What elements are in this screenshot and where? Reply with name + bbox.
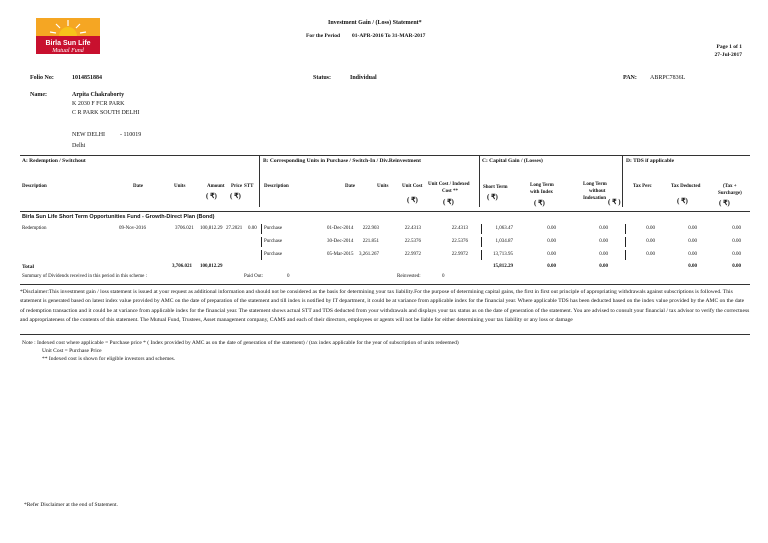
col-lt-index-unit: ( ₹) [534, 199, 545, 207]
row-lt-noindex: 0.00 [599, 239, 608, 244]
row-marker-c [481, 250, 482, 260]
status-value: Individual [350, 75, 377, 81]
col-amount-unit: ( ₹) [206, 192, 217, 200]
status-label: Status: [313, 75, 332, 81]
row-tax-deducted: 0.00 [688, 252, 697, 257]
redemption-date: 09-Nov-2016 [119, 226, 146, 231]
row-tax-deducted: 0.00 [688, 226, 697, 231]
redemption-price: 27.2021 [226, 226, 243, 231]
pan-value: ABRPC7836L [650, 75, 686, 81]
dividend-reinvested-value: 0 [442, 274, 445, 279]
section-d-heading: D: TDS if applicable [626, 158, 675, 164]
folio-value: 1014851884 [72, 75, 102, 81]
total-label: Total [22, 264, 35, 270]
row-lt-noindex: 0.00 [599, 252, 608, 257]
col-indexed-cost-unit: ( ₹) [443, 198, 454, 206]
col-price-unit: ( ₹) [230, 192, 241, 200]
col-short-term: Short Term [483, 185, 508, 190]
row-unit-cost: 22.5376 [404, 239, 421, 244]
col-indexed-cost-1: Unit Cost / Indexed [428, 182, 470, 187]
period-value: 01-APR-2016 To 31-MAR-2017 [352, 33, 426, 39]
row-surcharge: 0.00 [732, 252, 741, 257]
row-description: Purchase [264, 226, 283, 231]
row-marker [261, 224, 262, 234]
col-lt-index-2: with Index [530, 190, 553, 195]
divider-b-c [479, 155, 480, 207]
address-pin: - 110019 [120, 132, 142, 138]
col-short-term-unit: ( ₹) [487, 193, 498, 201]
dividend-reinvested-label: Reinvested: [397, 274, 421, 279]
col-units: Units [174, 184, 186, 189]
col-amount: Amount [207, 184, 225, 189]
total-short-term: 15,812.29 [493, 264, 513, 269]
address-line2: C R PARK SOUTH DELHI [72, 110, 140, 116]
row-tax-perc: 0.00 [646, 239, 655, 244]
col-b-description: Description [264, 184, 289, 189]
section-top-rule [20, 155, 750, 156]
row-surcharge: 0.00 [732, 239, 741, 244]
col-lt-index-1: Long Term [530, 183, 554, 188]
redemption-amount: 100,812.29 [200, 226, 223, 231]
row-description: Purchase [264, 239, 283, 244]
row-marker [261, 237, 262, 247]
col-lt-noindex-1: Long Term [583, 182, 607, 187]
address-line1: K 2030 F FCR PARK [72, 101, 125, 107]
note-line2: Unit Cost = Purchase Price [42, 348, 102, 354]
statement-title: Investment Gain / (Loss) Statement* [328, 20, 422, 26]
total-units: 3,706.021 [172, 264, 192, 269]
total-tax-deducted: 0.00 [688, 264, 697, 269]
row-unit-cost: 22.9972 [404, 252, 421, 257]
disclaimer-top-rule [20, 284, 750, 285]
row-lt-index: 0.00 [547, 239, 556, 244]
row-unit-cost: 22.4313 [404, 226, 421, 231]
row-units: 3,261.267 [359, 252, 379, 257]
section-c-heading: C: Capital Gain / (Losses) [482, 158, 543, 164]
row-description: Purchase [264, 252, 283, 257]
section-a-heading: A: Redemption / Switchout [22, 158, 86, 164]
note-line3: ** Indexed cost is shown for eligible investors and schemes. [42, 356, 176, 362]
row-short-term: 13,713.95 [493, 252, 513, 257]
row-marker-d [625, 224, 626, 234]
disclaimer-bottom-rule [20, 334, 750, 335]
note-line1: Note : Indexed cost where applicable = Purchase price * ( Index provided by AMC as on the date of generation of the statement) / (tax index applicable for the year of subscription of units redeemed) [22, 340, 459, 346]
period-label: For the Period [306, 33, 341, 39]
logo-line1: Birla Sun Life [45, 40, 91, 47]
footer-note: *Refer Disclaimer at the end of Statement. [24, 502, 118, 508]
row-marker-c [481, 237, 482, 247]
divider-c-d [622, 155, 623, 207]
row-date: 05-Mar-2015 [327, 252, 354, 257]
address-city: NEW DELHI [72, 132, 106, 138]
row-units: 221.851 [362, 239, 379, 244]
col-unit-cost-unit: ( ₹) [407, 196, 418, 204]
row-units: 222.903 [362, 226, 379, 231]
total-amount: 100,812.29 [200, 264, 223, 269]
address-state: Delhi [72, 143, 86, 149]
dividend-paid-label: Paid Out: [244, 274, 264, 279]
col-description: Description [22, 184, 47, 189]
col-tax-perc: Tax Perc [633, 184, 652, 189]
dividend-summary-label: Summary of Dividends received in this period in this scheme : [22, 274, 147, 279]
col-tax-deducted: Tax Deducted [671, 184, 701, 189]
pan-label: PAN: [623, 75, 637, 81]
row-lt-index: 0.00 [547, 252, 556, 257]
col-lt-noindex-3: Indexation [583, 196, 607, 201]
dividend-paid-value: 0 [287, 274, 290, 279]
row-tax-perc: 0.00 [646, 226, 655, 231]
redemption-units: 3706.021 [175, 226, 194, 231]
row-date: 01-Dec-2014 [327, 226, 354, 231]
row-surcharge: 0.00 [732, 226, 741, 231]
birla-sun-life-logo [36, 18, 100, 54]
col-lt-noindex-unit: ( ₹ ) [608, 198, 621, 206]
col-date: Date [133, 184, 143, 189]
col-surcharge-1: (Tax + [723, 184, 737, 189]
row-marker [261, 250, 262, 260]
col-indexed-cost-2: Cost ** [442, 189, 458, 194]
folio-label: Folio No: [30, 75, 54, 81]
col-surcharge-unit: ( ₹) [719, 199, 730, 207]
report-date: 27-Jul-2017 [714, 52, 742, 58]
row-marker-d [625, 250, 626, 260]
col-unit-cost: Unit Cost [402, 184, 423, 189]
col-surcharge-2: Surcharge) [718, 191, 742, 196]
section-b-heading: B: Corresponding Units in Purchase / Switch-In / Div.Reinvestment [263, 158, 421, 164]
col-b-date: Date [345, 184, 355, 189]
row-marker-c [481, 224, 482, 234]
row-lt-index: 0.00 [547, 226, 556, 231]
row-indexed-cost: 22.9972 [451, 252, 468, 257]
divider-a-b [259, 155, 260, 207]
col-b-units: Units [377, 184, 389, 189]
col-lt-noindex-2: without [589, 189, 606, 194]
col-price: Price [231, 184, 243, 189]
name-label: Name: [30, 92, 47, 98]
total-surcharge: 0.00 [732, 264, 741, 269]
row-indexed-cost: 22.5376 [451, 239, 468, 244]
row-tax-perc: 0.00 [646, 252, 655, 257]
row-lt-noindex: 0.00 [599, 226, 608, 231]
row-date: 30-Dec-2014 [327, 239, 354, 244]
redemption-description: Redemption [22, 226, 47, 231]
col-tax-deducted-unit: ( ₹) [677, 197, 688, 205]
logo-line2: Mutual Fund [52, 48, 84, 54]
row-short-term: 1,063.47 [495, 226, 513, 231]
page-number: Page 1 of 1 [716, 44, 742, 50]
row-tax-deducted: 0.00 [688, 239, 697, 244]
total-lt-noindex: 0.00 [599, 264, 608, 269]
total-lt-index: 0.00 [547, 264, 556, 269]
row-indexed-cost: 22.4313 [451, 226, 468, 231]
row-short-term: 1,034.87 [495, 239, 513, 244]
disclaimer-text: *Disclaimer:This investment gain / loss statement is issued at your request as additional information and should not be considered as the basis for determining your tax liability.For the purpose of determining capital gains, the first in first out principle of appropriating withdrawals against subscriptions is followed. This statement is generated based on latest index value provided by AMC on the date of preparation of the statement and till index is notified by IT department, it could be at variance from applicable index for the financial year. Where applicable TDS has been deducted based on the index value provided by the AMC on the date of redemption transaction and it could be at variance from applicable index for the financial year. The statement shows actual STT and TDS deducted from your withdrawals and displays your tax status as on the date of generation of the statement. You are advised to consult your financial / tax advisor to verify the correctness and appropriateness of the contents of this statement. The Mutual Fund, Trustees, Asset management company, CAMS and each of their directors, employees or agents will not be liable for either determining your tax liability or any loss or damage [20, 289, 750, 323]
investor-name: Arpita Chakraborty [72, 92, 125, 98]
row-marker-d [625, 237, 626, 247]
redemption-stt: 0.00 [248, 226, 257, 231]
fund-name: Birla Sun Life Short Term Opportunities Fund - Growth-Direct Plan (Bond) [22, 214, 215, 220]
header-bottom-rule [20, 211, 750, 212]
col-stt: STT [244, 184, 254, 189]
